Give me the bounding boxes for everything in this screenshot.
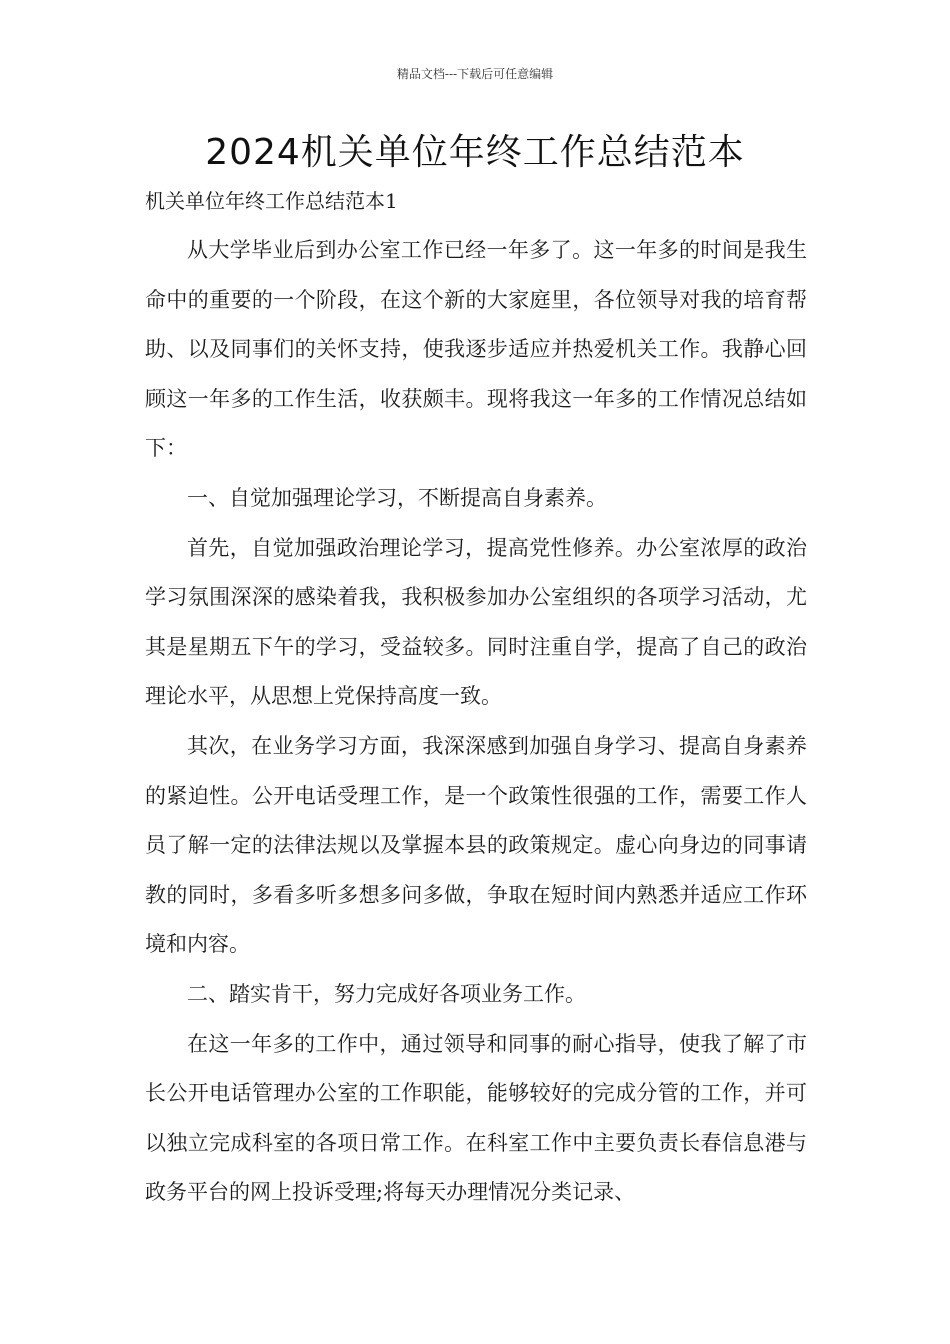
section-heading-2: 二、踏实肯干，努力完成好各项业务工作。	[187, 981, 586, 1006]
header-note: 精品文档---下载后可任意编辑	[396, 67, 554, 81]
paragraph-business-study: 其次，在业务学习方面，我深深感到加强自身学习、提高自身素养的紧迫性。公开电话受理工作，是一个政策性很强的工作，需要工作人员了解一定的法律法规以及掌握本县的政策规定。虚心向身边的同事请教的同时，多看多听多想多问多做，争取在短时间内熟悉并适应工作环境和内容。	[145, 733, 807, 957]
paragraph-political-study: 首先，自觉加强政治理论学习，提高党性修养。办公室浓厚的政治学习氛围深深的感染着我，我积极参加办公室组织的各项学习活动，尤其是星期五下午的学习，受益较多。同时注重自学，提高了自己的政治理论水平，从思想上党保持高度一致。	[145, 535, 807, 709]
section-heading-1: 一、自觉加强理论学习，不断提高自身素养。	[187, 485, 607, 510]
paragraph-work-detail: 在这一年多的工作中，通过领导和同事的耐心指导，使我了解了市长公开电话管理办公室的工作职能，能够较好的完成分管的工作，并可以独立完成科室的各项日常工作。在科室工作中主要负责长春信息港与政务平台的网上投诉受理;将每天办理情况分类记录、	[145, 1031, 807, 1205]
document-subtitle: 机关单位年终工作总结范本1	[145, 189, 398, 213]
paragraph-intro: 从大学毕业后到办公室工作已经一年多了。这一年多的时间是我生命中的重要的一个阶段，在这个新的大家庭里，各位领导对我的培育帮助、以及同事们的关怀支持，使我逐步适应并热爱机关工作。我静心回顾这一年多的工作生活，收获颇丰。现将我这一年多的工作情况总结如下：	[145, 238, 807, 461]
document-title: 2024机关单位年终工作总结范本	[205, 132, 745, 173]
document-body	[145, 226, 807, 1218]
